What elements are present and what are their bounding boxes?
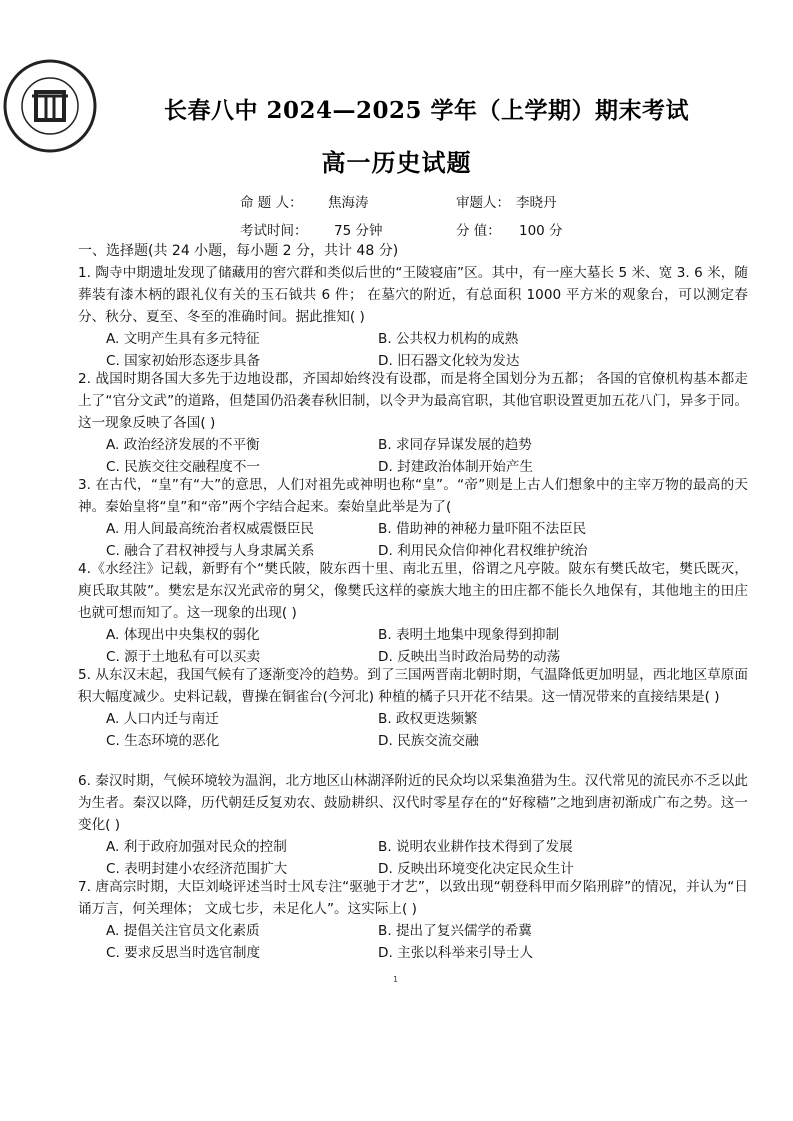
option-b: B. 提出了复兴儒学的希冀 [378, 923, 532, 939]
option-d: D. 反映出环境变化决定民众生计 [378, 861, 574, 877]
option-b: B. 表明土地集中现象得到抑制 [378, 627, 560, 643]
question-5 [78, 664, 748, 752]
option-d: D. 旧石器文化较为发达 [378, 353, 520, 369]
option-a: A. 政治经济发展的不平衡 [106, 437, 260, 453]
option-d: D. 民族交流交融 [378, 733, 479, 749]
option-b: B. 求同存异谋发展的趋势 [378, 437, 532, 453]
option-a: A. 用人间最高统治者权威震慑臣民 [106, 521, 315, 537]
option-b: B. 说明农业耕作技术得到了发展 [378, 839, 573, 855]
option-c: C. 融合了君权神授与人身隶属关系 [106, 543, 315, 559]
time-label: 考试时间： [240, 223, 308, 239]
reviewer-name: 李晓丹 [516, 195, 557, 211]
question-4 [78, 558, 748, 668]
question-3 [78, 474, 748, 562]
exam-subtitle: 高一历史试题 [321, 148, 472, 177]
option-c: C. 表明封建小农经济范围扩大 [106, 861, 288, 877]
question-stem: 3. 在古代，“皇”有“大”的意思，人们对祖先或神明也称“皇”。“帝”则是上古人们想象中的主宰万物的最高的天神。秦始皇将“皇”和“帝”两个字结合起来。秦始皇此举是为了( [78, 477, 748, 515]
option-a: A. 人口内迁与南迁 [106, 711, 219, 727]
option-a: A. 文明产生具有多元特征 [106, 331, 260, 347]
option-b: B. 借助神的神秘力量吓阻不法臣民 [378, 521, 587, 537]
question-2 [78, 368, 748, 478]
question-stem: 5. 从东汉末起，我国气候有了逐渐变冷的趋势。到了三国两晋南北朝时期，气温降低更加明显，西北地区草原面积大幅度减少。史料记载，曹操在铜雀台(今河北) 种植的橘子只开花不结果。这一情况带来的直接结果是( ) [78, 667, 748, 705]
score-label: 分 值： [456, 223, 501, 239]
option-b: B. 公共权力机构的成熟 [378, 331, 519, 347]
option-d: D. 反映出当时政治局势的动荡 [378, 649, 561, 665]
option-d: D. 封建政治体制开始产生 [378, 459, 534, 475]
question-7 [78, 876, 748, 964]
option-a: A. 利于政府加强对民众的控制 [106, 839, 287, 855]
question-stem: 7. 唐高宗时期，大臣刘峣评述当时士风专注“驱驰于才艺”，以致出现“朝登科甲而夕陷刑辟”的情况，并认为“日诵万言，何关理体； 文成七步，未足化人”。这实际上( ) [78, 879, 748, 917]
score-value: 100 分 [519, 223, 563, 239]
option-c: C. 民族交往交融程度不一 [106, 459, 261, 475]
option-d: D. 主张以科举来引导士人 [378, 945, 534, 961]
question-stem: 4.《水经注》记载，新野有个“樊氏陂，陂东西十里、南北五里，俗谓之凡亭陂。陂东有樊氏故宅，樊氏既灭，庾氏取其陂”。樊宏是东汉光武帝的舅父，像樊氏这样的豪族大地主的田庄都不能长久地保有，其他地主的田庄也就可想而知了。这一现象的出现( ) [78, 561, 748, 621]
author-label: 命 题 人： [240, 195, 303, 211]
question-6 [78, 770, 748, 880]
option-a: A. 提倡关注官员文化素质 [106, 923, 260, 939]
page-number: 1 [393, 975, 399, 984]
option-b: B. 政权更迭频繁 [378, 711, 478, 727]
question-stem: 6. 秦汉时期，气候环境较为温润，北方地区山林湖泽附近的民众均以采集渔猎为生。汉代常见的流民亦不乏以此为生者。秦汉以降，历代朝廷反复劝农、鼓励耕织、汉代时零星存在的“好稼穑”之地到唐初渐成广布之势。这一变化( ) [78, 773, 748, 833]
option-d: D. 利用民众信仰神化君权维护统治 [378, 543, 588, 559]
reviewer-label: 审题人： [456, 195, 510, 211]
section-heading: 一、选择题(共 24 小题，每小题 2 分，共计 48 分) [78, 243, 399, 259]
exam-title: 长春八中 2024—2025 学年（上学期）期末考试 [163, 97, 690, 124]
option-c: C. 生态环境的恶化 [106, 733, 220, 749]
question-stem: 2. 战国时期各国大多先于边地设郡，齐国却始终没有设郡，而是将全国划分为五都； 各国的官僚机构基本都走上了“官分文武”的道路，但楚国仍沿袭春秋旧制，以令尹为最高官职，其他官职设置更加五花八门，异多于同。这一现象反映了各国( ) [78, 371, 748, 431]
option-c: C. 源于土地私有可以买卖 [106, 649, 261, 665]
option-a: A. 体现出中央集权的弱化 [106, 627, 260, 643]
question-1 [78, 262, 748, 372]
author-name: 焦海涛 [328, 195, 369, 211]
question-stem: 1. 陶寺中期遗址发现了储藏用的窖穴群和类似后世的“王陵寝庙”区。其中，有一座大墓长 5 米、宽 3. 6 米，随葬装有漆木柄的跟礼仪有关的玉石钺共 6 件； 在墓穴的附近，有总面积 1000 平方米的观象台，可以测定春分、秋分、夏至、冬至的准确时间。据此推知( ) [78, 265, 748, 325]
option-c: C. 国家初始形态逐步具备 [106, 353, 261, 369]
option-c: C. 要求反思当时选官制度 [106, 945, 261, 961]
time-value: 75 分钟 [334, 223, 383, 239]
